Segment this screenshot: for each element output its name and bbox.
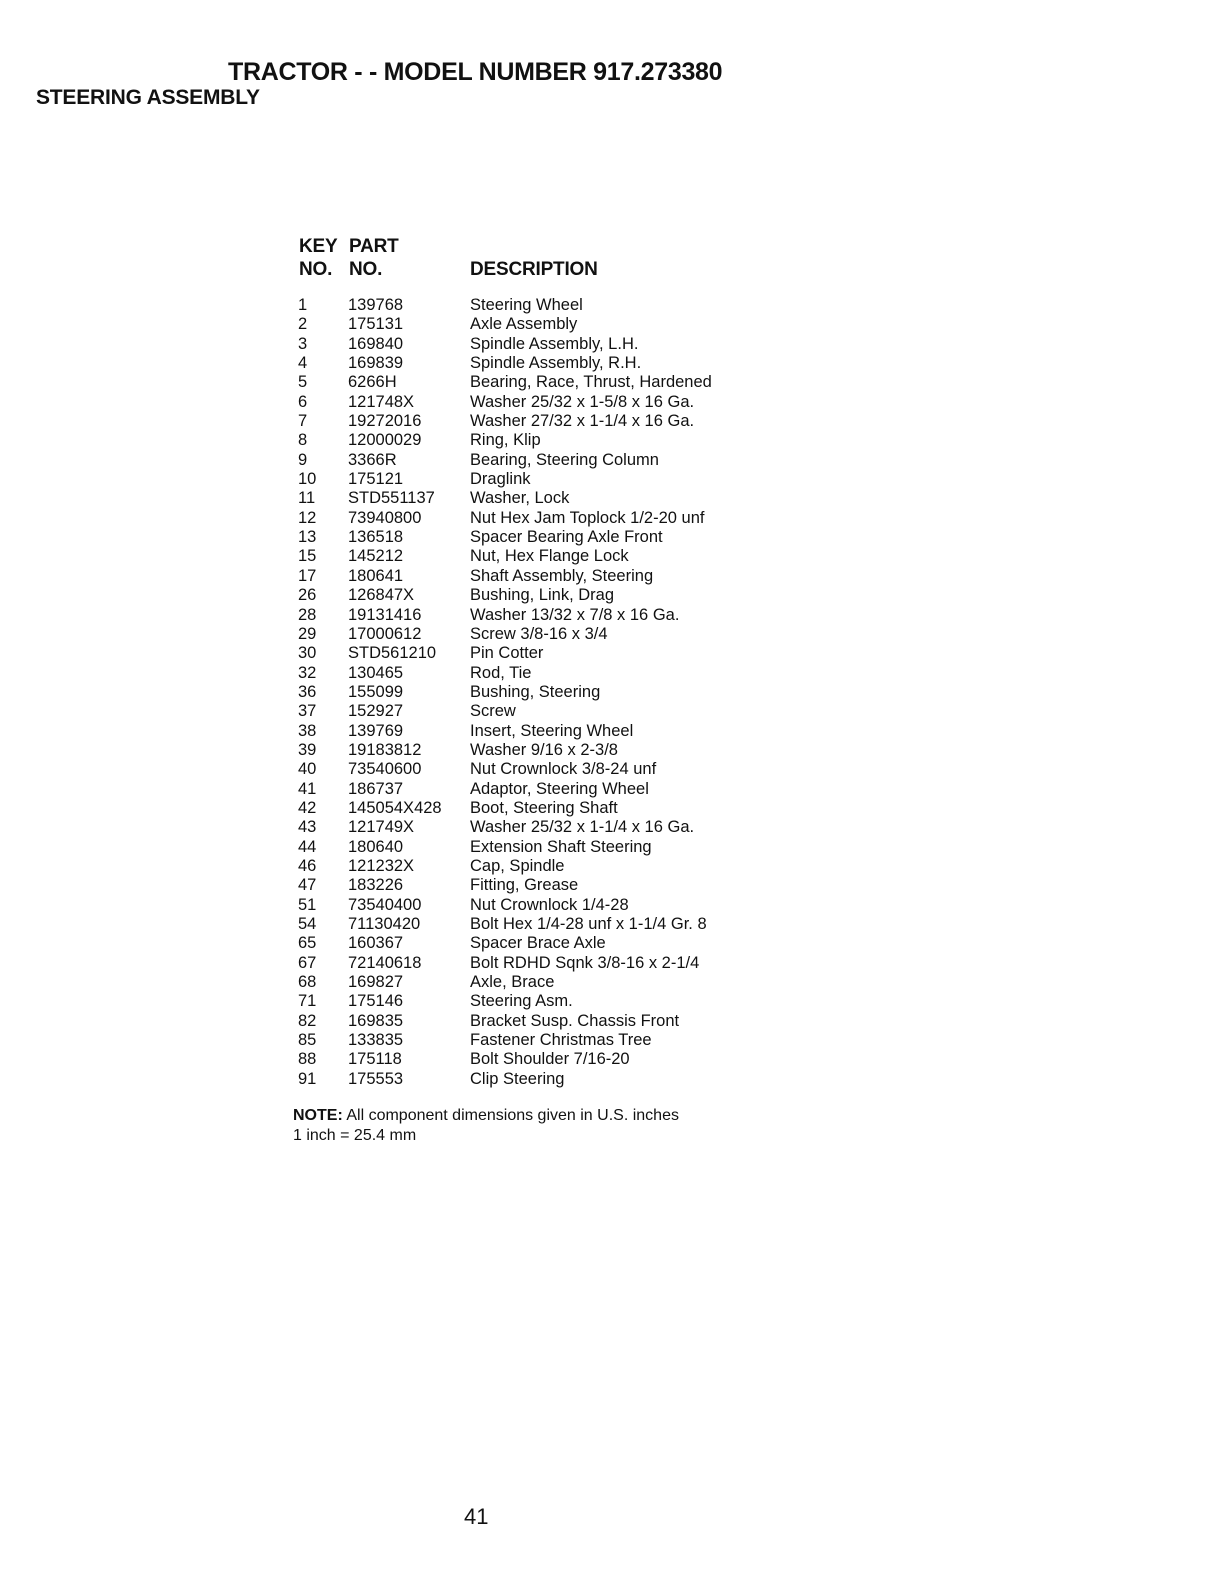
- table-row: [298, 586, 758, 605]
- key-no-cell: 51: [298, 895, 317, 914]
- table-row: [298, 664, 758, 683]
- table-row: [298, 799, 758, 818]
- page-number: 41: [464, 1504, 489, 1529]
- table-row: [298, 296, 758, 315]
- table-row: [298, 528, 758, 547]
- table-row: [298, 470, 758, 489]
- part-no-cell: 186737: [348, 779, 404, 798]
- key-no-cell: 7: [298, 412, 308, 431]
- parts-list: [298, 296, 758, 1089]
- part-no-cell: 175146: [348, 992, 404, 1011]
- description-cell: Washer 13/32 x 7/8 x 16 Ga.: [470, 605, 680, 624]
- table-row: [298, 973, 758, 992]
- description-cell: Boot, Steering Shaft: [470, 798, 618, 817]
- key-no-cell: 28: [298, 605, 317, 624]
- table-row: [298, 1070, 758, 1089]
- key-no-cell: 68: [298, 973, 317, 992]
- part-no-cell: 136518: [348, 528, 404, 547]
- table-row: [298, 625, 758, 644]
- table-row: [298, 354, 758, 373]
- key-no-cell: 9: [298, 450, 308, 469]
- table-row: [298, 489, 758, 508]
- part-no-cell: STD561210: [348, 644, 437, 663]
- description-cell: Spindle Assembly, L.H.: [470, 334, 639, 353]
- part-no-cell: 19183812: [348, 740, 422, 759]
- description-cell: Shaft Assembly, Steering: [470, 566, 654, 585]
- description-cell: Washer, Lock: [470, 489, 570, 508]
- table-row: [298, 915, 758, 934]
- part-no-cell: 19272016: [348, 412, 422, 431]
- table-row: [298, 702, 758, 721]
- table-row: [298, 896, 758, 915]
- part-no-cell: 152927: [348, 702, 404, 721]
- description-cell: Screw 3/8-16 x 3/4: [470, 624, 608, 643]
- table-row: [298, 567, 758, 586]
- description-cell: Bolt RDHD Sqnk 3/8-16 x 2-1/4: [470, 953, 700, 972]
- table-row: [298, 1031, 758, 1050]
- part-no-cell: 183226: [348, 876, 404, 895]
- key-no-cell: 32: [298, 663, 317, 682]
- part-no-cell: 12000029: [348, 431, 422, 450]
- description-cell: Clip Steering: [470, 1069, 565, 1088]
- part-no-cell: 19131416: [348, 605, 422, 624]
- description-cell: Cap, Spindle: [470, 856, 565, 875]
- part-no-cell: 180640: [348, 837, 404, 856]
- table-row: [298, 393, 758, 412]
- table-row: [298, 373, 758, 392]
- part-no-cell: 133835: [348, 1031, 404, 1050]
- part-no-cell: 3366R: [348, 450, 397, 469]
- part-no-cell: 175121: [348, 470, 404, 489]
- description-cell: Washer 27/32 x 1-1/4 x 16 Ga.: [470, 412, 695, 431]
- table-row: [298, 838, 758, 857]
- description-cell: Bushing, Steering: [470, 682, 601, 701]
- key-no-cell: 41: [298, 779, 317, 798]
- table-row: [298, 818, 758, 837]
- part-no-cell: 121232X: [348, 856, 415, 875]
- part-column-header-bottom: NO.: [349, 259, 383, 280]
- description-cell: Insert, Steering Wheel: [470, 721, 634, 740]
- table-row: [298, 760, 758, 779]
- key-no-cell: 65: [298, 934, 317, 953]
- description-cell: Axle, Brace: [470, 973, 555, 992]
- note-text: All component dimensions given in U.S. inches: [342, 1107, 679, 1124]
- table-row: [298, 780, 758, 799]
- section-title: STEERING ASSEMBLY: [36, 86, 260, 109]
- description-cell: Adaptor, Steering Wheel: [470, 779, 649, 798]
- key-no-cell: 5: [298, 373, 308, 392]
- part-column-header-top: PART: [349, 236, 399, 257]
- key-no-cell: 13: [298, 528, 317, 547]
- table-row: [298, 741, 758, 760]
- part-no-cell: 169839: [348, 354, 404, 373]
- table-row: [298, 644, 758, 663]
- part-no-cell: 71130420: [348, 915, 421, 933]
- table-row: [298, 335, 758, 354]
- table-row: [298, 412, 758, 431]
- description-cell: Washer 9/16 x 2-3/8: [470, 740, 618, 759]
- part-no-cell: 121748X: [348, 392, 415, 411]
- part-no-cell: 145054X428: [348, 798, 442, 817]
- part-no-cell: 121749X: [348, 818, 415, 837]
- table-row: [298, 1012, 758, 1031]
- description-cell: Screw: [470, 702, 516, 721]
- key-no-cell: 82: [298, 1011, 317, 1030]
- description-cell: Bearing, Steering Column: [470, 450, 659, 469]
- key-no-cell: 47: [298, 876, 317, 895]
- description-column-header: DESCRIPTION: [470, 259, 598, 280]
- description-cell: Steering Wheel: [470, 296, 583, 314]
- part-no-cell: 160367: [348, 934, 404, 953]
- key-no-cell: 29: [298, 624, 317, 643]
- part-no-cell: 73540600: [348, 760, 422, 779]
- description-cell: Bolt Hex 1/4-28 unf x 1-1/4 Gr. 8: [470, 915, 707, 933]
- part-no-cell: 180641: [348, 566, 404, 585]
- part-no-cell: 155099: [348, 682, 404, 701]
- part-no-cell: 17000612: [348, 624, 422, 643]
- description-cell: Pin Cotter: [470, 644, 544, 663]
- part-no-cell: 169835: [348, 1011, 404, 1030]
- table-row: [298, 431, 758, 450]
- description-cell: Rod, Tie: [470, 663, 532, 682]
- table-row: [298, 606, 758, 625]
- part-no-cell: 169840: [348, 334, 404, 353]
- description-cell: Fitting, Grease: [470, 876, 579, 895]
- description-cell: Spacer Bearing Axle Front: [470, 528, 663, 547]
- key-no-cell: 6: [298, 392, 308, 411]
- key-column-header-top: KEY: [299, 236, 338, 257]
- description-cell: Nut Crownlock 1/4-28: [470, 895, 629, 914]
- description-cell: Nut Crownlock 3/8-24 unf: [470, 760, 657, 779]
- dimensions-note: [293, 1106, 679, 1146]
- page-title: TRACTOR - - MODEL NUMBER 917.273380: [228, 58, 723, 86]
- key-no-cell: 26: [298, 586, 317, 605]
- conversion-line: 1 inch = 25.4 mm: [293, 1127, 417, 1144]
- key-no-cell: 71: [298, 992, 317, 1011]
- description-cell: Nut Hex Jam Toplock 1/2-20 unf: [470, 508, 705, 527]
- key-no-cell: 46: [298, 856, 317, 875]
- part-no-cell: 175553: [348, 1069, 404, 1088]
- key-no-cell: 67: [298, 953, 317, 972]
- table-row: [298, 547, 758, 566]
- key-no-cell: 10: [298, 470, 317, 489]
- description-cell: Steering Asm.: [470, 992, 573, 1011]
- key-no-cell: 15: [298, 547, 317, 566]
- description-cell: Washer 25/32 x 1-1/4 x 16 Ga.: [470, 818, 695, 837]
- description-cell: Bearing, Race, Thrust, Hardened: [470, 373, 712, 392]
- part-no-cell: 139769: [348, 721, 404, 740]
- key-no-cell: 42: [298, 798, 317, 817]
- part-no-cell: 130465: [348, 663, 404, 682]
- key-column-header-bottom: NO.: [299, 259, 333, 280]
- key-no-cell: 38: [298, 721, 317, 740]
- table-row: [298, 954, 758, 973]
- description-cell: Bushing, Link, Drag: [470, 586, 614, 605]
- description-cell: Fastener Christmas Tree: [470, 1031, 652, 1050]
- key-no-cell: 40: [298, 760, 317, 779]
- part-no-cell: STD551137: [348, 489, 435, 508]
- key-no-cell: 36: [298, 682, 317, 701]
- key-no-cell: 4: [298, 354, 308, 373]
- description-cell: Extension Shaft Steering: [470, 837, 652, 856]
- part-no-cell: 175118: [348, 1050, 402, 1069]
- key-no-cell: 1: [298, 296, 308, 314]
- description-cell: Spindle Assembly, R.H.: [470, 354, 642, 373]
- description-cell: Bolt Shoulder 7/16-20: [470, 1050, 630, 1069]
- description-cell: Nut, Hex Flange Lock: [470, 547, 629, 566]
- key-no-cell: 37: [298, 702, 317, 721]
- key-no-cell: 30: [298, 644, 317, 663]
- key-no-cell: 91: [298, 1069, 317, 1088]
- table-row: [298, 451, 758, 470]
- description-cell: Spacer Brace Axle: [470, 934, 606, 953]
- table-row: [298, 1050, 758, 1069]
- key-no-cell: 3: [298, 334, 308, 353]
- table-row: [298, 683, 758, 702]
- key-no-cell: 85: [298, 1031, 317, 1050]
- key-no-cell: 8: [298, 431, 308, 450]
- table-row: [298, 315, 758, 334]
- part-no-cell: 6266H: [348, 373, 397, 392]
- key-no-cell: 17: [298, 566, 317, 585]
- part-no-cell: 169827: [348, 973, 404, 992]
- description-cell: Axle Assembly: [470, 315, 578, 334]
- description-cell: Washer 25/32 x 1-5/8 x 16 Ga.: [470, 392, 695, 411]
- key-no-cell: 44: [298, 837, 317, 856]
- part-no-cell: 72140618: [348, 953, 422, 972]
- table-row: [298, 934, 758, 953]
- table-row: [298, 876, 758, 895]
- key-no-cell: 39: [298, 740, 317, 759]
- part-no-cell: 126847X: [348, 586, 415, 605]
- key-no-cell: 12: [298, 508, 317, 527]
- note-label: NOTE:: [293, 1107, 343, 1124]
- description-cell: Draglink: [470, 470, 531, 489]
- note-line: [293, 1106, 679, 1126]
- table-row: [298, 722, 758, 741]
- table-row: [298, 509, 758, 528]
- table-row: [298, 857, 758, 876]
- part-no-cell: 73940800: [348, 508, 422, 527]
- key-no-cell: 2: [298, 315, 308, 334]
- key-no-cell: 43: [298, 818, 317, 837]
- part-no-cell: 145212: [348, 547, 404, 566]
- key-no-cell: 88: [298, 1050, 317, 1069]
- part-no-cell: 139768: [348, 296, 404, 314]
- description-cell: Bracket Susp. Chassis Front: [470, 1011, 680, 1030]
- key-no-cell: 54: [298, 915, 317, 933]
- description-cell: Ring, Klip: [470, 431, 541, 450]
- key-no-cell: 11: [298, 489, 316, 508]
- part-no-cell: 175131: [348, 315, 404, 334]
- table-row: [298, 992, 758, 1011]
- part-no-cell: 73540400: [348, 895, 422, 914]
